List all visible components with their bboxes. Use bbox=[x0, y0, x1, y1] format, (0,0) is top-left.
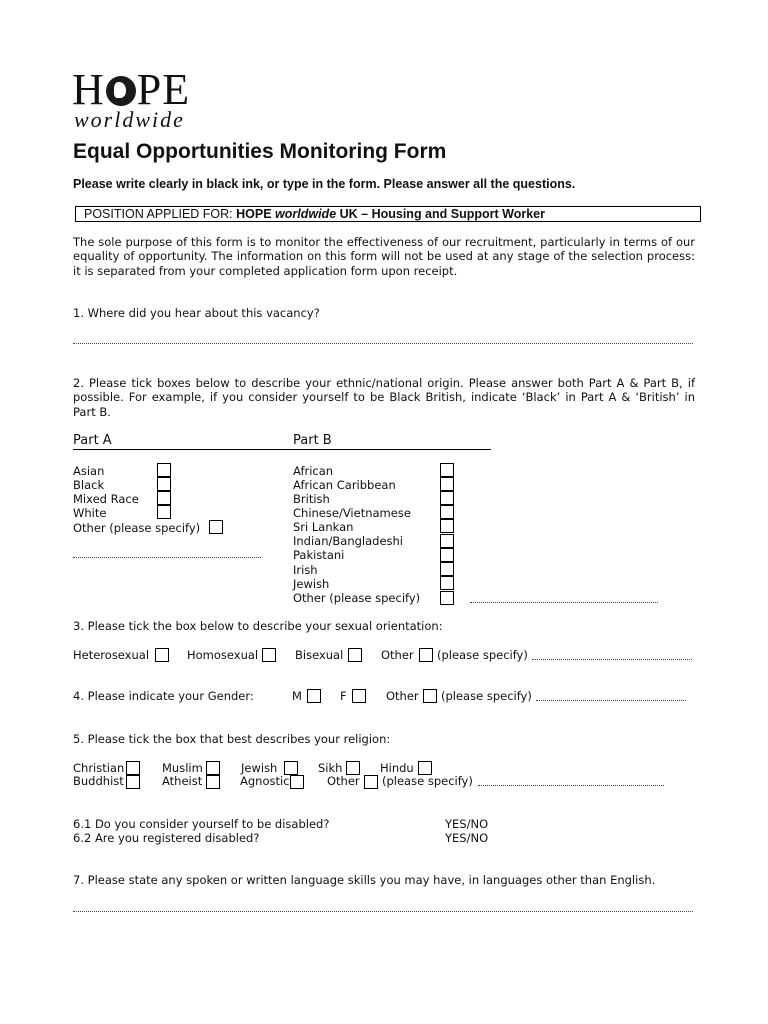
part-b-item: African bbox=[293, 464, 334, 478]
male-checkbox[interactable] bbox=[307, 689, 321, 703]
question-6-1: 6.1 Do you consider yourself to be disabled? bbox=[73, 817, 330, 831]
q4-other-checkbox[interactable] bbox=[423, 689, 437, 703]
part-a-item: White bbox=[73, 506, 107, 520]
part-b-item: Jewish bbox=[293, 577, 330, 591]
pakistani-checkbox[interactable] bbox=[440, 548, 454, 562]
q6-1-answer[interactable]: YES/NO bbox=[445, 817, 489, 831]
bisexual-checkbox[interactable] bbox=[348, 648, 362, 662]
part-b-other-line[interactable] bbox=[470, 602, 658, 603]
black-checkbox[interactable] bbox=[157, 477, 171, 491]
heterosexual-checkbox[interactable] bbox=[155, 648, 169, 662]
question-7: 7. Please state any spoken or written language skills you may have, in languages other than English. bbox=[73, 873, 656, 887]
part-b-item: African Caribbean bbox=[293, 478, 396, 492]
q3-option-label: Bisexual bbox=[295, 648, 344, 662]
asian-checkbox[interactable] bbox=[157, 463, 171, 477]
q5-option-label: Other bbox=[327, 774, 360, 788]
jewish-religion-checkbox[interactable] bbox=[284, 761, 298, 775]
part-b-other-checkbox[interactable] bbox=[440, 591, 454, 605]
hindu-checkbox[interactable] bbox=[418, 761, 432, 775]
position-applied-box: POSITION APPLIED FOR: HOPE worldwide UK – Housing and Support Worker bbox=[75, 206, 701, 222]
part-b-item: Other (please specify) bbox=[293, 591, 421, 605]
part-a-item: Mixed Race bbox=[73, 492, 139, 506]
intro-paragraph: The sole purpose of this form is to monitor the effectiveness of our recruitment, particularly in terms of our equality of opportunity. The information on this form will not be used at any stage of the selection process: it is separated from your completed application form upon receipt. bbox=[73, 235, 695, 278]
african-checkbox[interactable] bbox=[440, 463, 454, 477]
q1-answer-line[interactable] bbox=[73, 343, 693, 344]
part-b-item: Irish bbox=[293, 563, 318, 577]
part-b-item: Sri Lankan bbox=[293, 520, 354, 534]
muslim-checkbox[interactable] bbox=[206, 761, 220, 775]
agnostic-checkbox[interactable] bbox=[290, 775, 304, 789]
mixed-race-checkbox[interactable] bbox=[157, 491, 171, 505]
white-checkbox[interactable] bbox=[157, 505, 171, 519]
q6-2-answer[interactable]: YES/NO bbox=[445, 831, 489, 845]
q5-option-label: Muslim bbox=[162, 761, 203, 775]
q5-specify-line[interactable] bbox=[478, 785, 664, 786]
q5-option-label: Hindu bbox=[380, 761, 414, 775]
q5-option-label: Buddhist bbox=[73, 774, 124, 788]
q4-specify-label: (please specify) bbox=[441, 689, 532, 703]
part-a-item: Asian bbox=[73, 464, 105, 478]
q3-option-label: Heterosexual bbox=[73, 648, 150, 662]
q5-option-label: Christian bbox=[73, 761, 125, 775]
q5-other-checkbox[interactable] bbox=[364, 775, 378, 789]
q5-specify-label: (please specify) bbox=[382, 774, 473, 788]
q3-specify-label: (please specify) bbox=[437, 648, 528, 662]
part-b-heading: Part B bbox=[293, 433, 332, 448]
logo-worldwide: worldwide bbox=[74, 107, 185, 132]
q3-specify-line[interactable] bbox=[532, 659, 692, 660]
part-a-item: Black bbox=[73, 478, 105, 492]
part-a-other-line[interactable] bbox=[73, 557, 261, 558]
part-b-item: Pakistani bbox=[293, 548, 345, 562]
q3-option-label: Homosexual bbox=[187, 648, 259, 662]
part-a-item: Other (please specify) bbox=[73, 521, 201, 535]
chinese-vietnamese-checkbox[interactable] bbox=[440, 505, 454, 519]
question-6-2: 6.2 Are you registered disabled? bbox=[73, 831, 260, 845]
christian-checkbox[interactable] bbox=[126, 761, 140, 775]
homosexual-checkbox[interactable] bbox=[262, 648, 276, 662]
logo bbox=[72, 65, 191, 132]
q4-option-label: Other bbox=[386, 689, 419, 703]
q5-option-label: Agnostic bbox=[240, 774, 290, 788]
question-5: 5. Please tick the box that best describes your religion: bbox=[73, 732, 391, 746]
q4-option-label: F bbox=[340, 689, 347, 703]
buddhist-checkbox[interactable] bbox=[126, 775, 140, 789]
jewish-checkbox[interactable] bbox=[440, 576, 454, 590]
african-caribbean-checkbox[interactable] bbox=[440, 477, 454, 491]
instructions: Please write clearly in black ink, or type in the form. Please answer all the questions. bbox=[73, 177, 576, 191]
question-4: 4. Please indicate your Gender: bbox=[73, 689, 254, 703]
question-2: 2. Please tick boxes below to describe your ethnic/national origin. Please answer both Part A & Part B, if possible. For example, if you consider yourself to be Black British, indicate ‘Black’ in Part A & ‘British’ in Part B. bbox=[73, 376, 695, 419]
british-checkbox[interactable] bbox=[440, 491, 454, 505]
part-b-item: Indian/Bangladeshi bbox=[293, 534, 404, 548]
logo-hope: H PE bbox=[72, 65, 191, 114]
question-3: 3. Please tick the box below to describe your sexual orientation: bbox=[73, 619, 443, 633]
q7-answer-line[interactable] bbox=[73, 911, 693, 912]
q4-option-label: M bbox=[292, 689, 302, 703]
q5-option-label: Jewish bbox=[241, 761, 278, 775]
part-b-item: British bbox=[293, 492, 330, 506]
sri-lankan-checkbox[interactable] bbox=[440, 519, 454, 533]
q4-specify-line[interactable] bbox=[536, 700, 686, 701]
sikh-checkbox[interactable] bbox=[346, 761, 360, 775]
part-a-heading: Part A bbox=[73, 433, 112, 448]
female-checkbox[interactable] bbox=[352, 689, 366, 703]
q5-option-label: Atheist bbox=[162, 774, 203, 788]
q3-option-label: Other bbox=[381, 648, 414, 662]
part-divider bbox=[73, 449, 491, 450]
q5-option-label: Sikh bbox=[318, 761, 343, 775]
atheist-checkbox[interactable] bbox=[206, 775, 220, 789]
part-a-other-checkbox[interactable] bbox=[209, 520, 223, 534]
page-title: Equal Opportunities Monitoring Form bbox=[73, 140, 447, 163]
irish-checkbox[interactable] bbox=[440, 562, 454, 576]
globe-icon bbox=[106, 76, 136, 106]
q3-other-checkbox[interactable] bbox=[419, 648, 433, 662]
question-1: 1. Where did you hear about this vacancy? bbox=[73, 306, 320, 320]
part-b-item: Chinese/Vietnamese bbox=[293, 506, 411, 520]
indian-bangladeshi-checkbox[interactable] bbox=[440, 534, 454, 548]
